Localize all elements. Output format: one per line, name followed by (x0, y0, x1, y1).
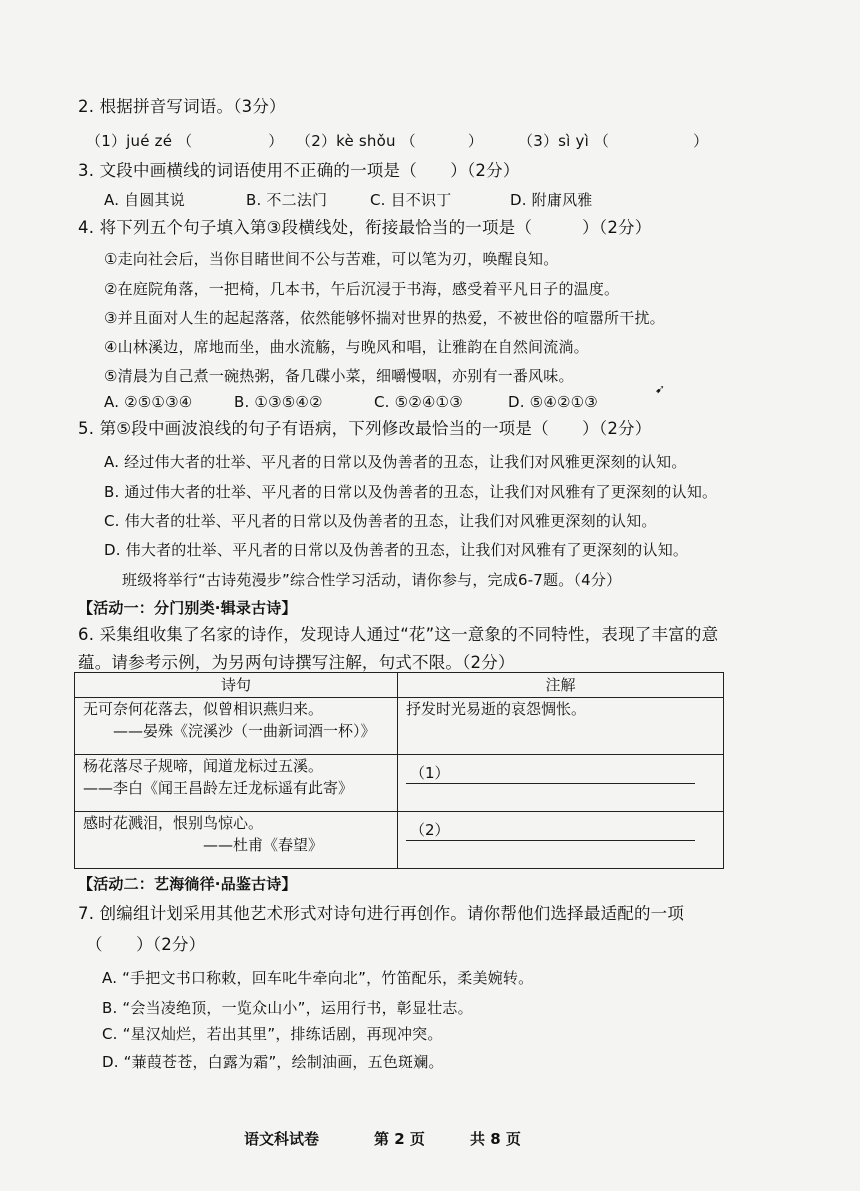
poem-line: 感时花溅泪，恨别鸟惊心。 (83, 814, 264, 832)
q4-option-b: B. ①③⑤④② (234, 393, 323, 411)
q2-item-2-label: （2）kè shǒu （ (296, 132, 416, 150)
q2-item-1-close: ） (268, 132, 284, 150)
note-text: 抒发时光易逝的哀怨惆怅。 (406, 700, 587, 718)
q7-option-b: B. “会当凌绝顶，一览众山小”，运用行书，彰显壮志。 (102, 999, 473, 1017)
stray-pen-mark: ➹ (655, 382, 666, 396)
activity-intro: 班级将举行“古诗苑漫步”综合性学习活动，请你参与，完成6-7题。（4分） (122, 571, 622, 589)
q3-option-b: B. 不二法门 (246, 191, 328, 209)
table-header-row (75, 673, 724, 698)
poem-cell (75, 698, 398, 755)
poem-cell (75, 755, 398, 812)
q4-option-a: A. ②⑤①③④ (104, 393, 193, 411)
q2-stem: 2. 根据拼音写词语。（3分） (78, 97, 286, 116)
q3-option-d: D. 附庸风雅 (510, 191, 593, 209)
q7-option-d: D. “蒹葭苍苍，白露为霜”，绘制油画，五色斑斓。 (102, 1053, 444, 1071)
q2-item-2 (296, 131, 483, 151)
q7-option-a: A. “手把文书口称敕，回车叱牛牵向北”，竹笛配乐，柔美婉转。 (102, 969, 534, 987)
q2-item-3-label: （3）sì yì （ (518, 132, 610, 150)
note-cell (398, 698, 724, 755)
table-row (75, 755, 724, 812)
activity-one-heading: 【活动一：分门别类·辑录古诗】 (78, 599, 297, 617)
footer-subject: 语文科试卷 (244, 1130, 320, 1148)
q5-option-b: B. 通过伟大者的壮举、平凡者的日常以及伪善者的丑态，让我们对风雅有了更深刻的认知。 (104, 483, 718, 501)
table-header-poem: 诗句 (75, 673, 398, 698)
q5-option-a: A. 经过伟大者的壮举、平凡者的日常以及伪善者的丑态，让我们对风雅更深刻的认知。 (104, 453, 687, 471)
poem-citation: ——李白《闻王昌龄左迁龙标遥有此寄》 (83, 779, 354, 797)
q6-stem-line2: 蕴。请参考示例，为另两句诗撰写注解，句式不限。（2分） (78, 653, 515, 672)
poem-line: 杨花落尽子规啼，闻道龙标过五溪。 (83, 757, 324, 775)
table-header-note: 注解 (398, 673, 724, 698)
q4-sentence-3: ③并且面对人生的起起落落，依然能够怀揣对世界的热爱，不被世俗的喧嚣所干扰。 (104, 309, 665, 327)
table-row (75, 698, 724, 755)
q3-stem: 3. 文段中画横线的词语使用不正确的一项是（ ）（2分） (78, 161, 520, 180)
poem-cell (75, 812, 398, 869)
q5-option-c: C. 伟大者的壮举、平凡者的日常以及伪善者的丑态，让我们对风雅更深刻的认知。 (104, 512, 657, 530)
q6-stem-line1: 6. 采集组收集了名家的诗作，发现诗人通过“花”这一意象的不同特性，表现了丰富的意 (78, 625, 719, 644)
q2-item-1-label: （1）jué zé （ (86, 132, 193, 150)
q2-item-2-close: ） (467, 132, 484, 150)
footer-total-pages: 共 8 页 (470, 1130, 521, 1148)
q7-stem-line1: 7. 创编组计划采用其他艺术形式对诗句进行再创作。请你帮他们选择最适配的一项 (78, 904, 685, 923)
footer-page-number: 第 2 页 (374, 1130, 425, 1148)
q4-sentence-1: ①走向社会后，当你目睹世间不公与苦难，可以笔为刃，唤醒良知。 (104, 250, 559, 268)
q2-item-1 (86, 131, 284, 151)
poem-citation: ——晏殊《浣溪沙（一曲新词酒一杯）》 (113, 722, 376, 740)
q5-stem: 5. 第⑤段中画波浪线的句子有语病，下列修改最恰当的一项是（ ）（2分） (78, 419, 652, 438)
q4-option-c: C. ⑤②④①③ (374, 393, 463, 411)
poem-line: 无可奈何花落去，似曾相识燕归来。 (83, 700, 324, 718)
answer-line-1[interactable]: （1） (406, 763, 695, 784)
note-cell (398, 755, 724, 812)
note-cell (398, 812, 724, 869)
answer-line-2[interactable]: （2） (406, 820, 695, 841)
q4-sentence-2: ②在庭院角落，一把椅，几本书，午后沉浸于书海，感受着平凡日子的温度。 (104, 280, 620, 298)
q3-option-a: A. 自圆其说 (104, 191, 185, 209)
q4-stem: 4. 将下列五个句子填入第③段横线处，衔接最恰当的一项是（ ）（2分） (78, 218, 652, 237)
q3-option-c: C. 目不识丁 (370, 191, 452, 209)
q2-item-3 (518, 131, 708, 151)
q7-option-c: C. “星汉灿烂，若出其里”，排练话剧，再现冲突。 (102, 1025, 443, 1043)
activity-two-heading: 【活动二：艺海徜徉·品鉴古诗】 (78, 875, 297, 893)
q2-item-3-close: ） (693, 132, 709, 150)
q5-option-d: D. 伟大者的壮举、平凡者的日常以及伪善者的丑态，让我们对风雅有了更深刻的认知。 (104, 541, 689, 559)
table-row (75, 812, 724, 869)
poem-citation: ——杜甫《春望》 (203, 836, 324, 854)
q4-option-d: D. ⑤④②①③ (508, 393, 598, 411)
annotation-table (74, 672, 724, 869)
q7-stem-line2: （ ）（2分） (86, 935, 206, 954)
q4-sentence-4: ④山林溪边，席地而坐，曲水流觞，与晚风和唱，让雅韵在自然间流淌。 (104, 338, 589, 356)
q4-sentence-5: ⑤清晨为自己煮一碗热粥，备几碟小菜，细嚼慢咽，亦别有一番风味。 (104, 367, 574, 385)
